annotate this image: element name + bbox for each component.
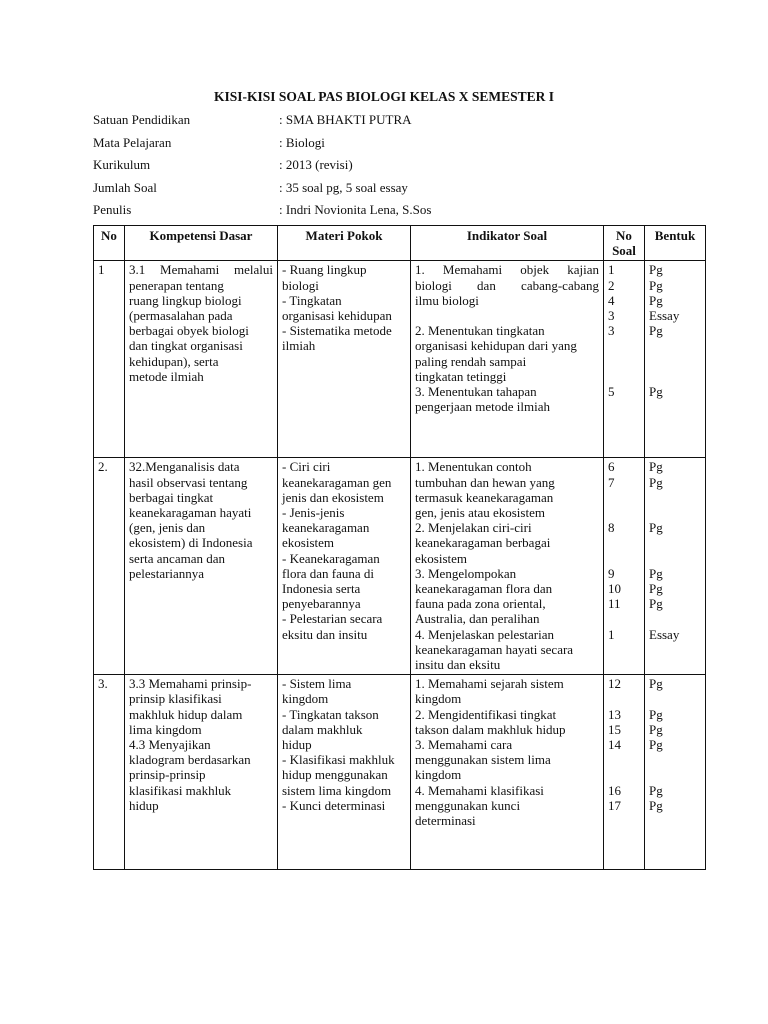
meta-value: : 35 soal pg, 5 soal essay bbox=[279, 179, 408, 195]
cell-kompetensi-dasar-line: ekosistem) di Indonesia bbox=[129, 535, 253, 551]
cell-bentuk-line: Pg bbox=[649, 596, 663, 612]
cell-indikator-soal-line: 4. Memahami klasifikasi bbox=[415, 782, 544, 798]
cell-bentuk-line: Pg bbox=[649, 565, 663, 581]
cell-indikator-soal-line: 3. Memahami cara bbox=[415, 737, 513, 753]
cell-materi-pokok-line: - Kunci determinasi bbox=[282, 797, 386, 813]
cell-kompetensi-dasar bbox=[125, 261, 278, 458]
cell-bentuk-line: Pg bbox=[649, 459, 663, 475]
cell-no-soal-line: 4 bbox=[608, 292, 615, 308]
cell-indikator-soal-line: kingdom bbox=[415, 691, 462, 707]
meta-value: : Indri Novionita Lena, S.Sos bbox=[279, 202, 432, 218]
meta-value: : Biologi bbox=[279, 134, 325, 150]
cell-kompetensi-dasar-line: keanekaragaman hayati bbox=[129, 505, 252, 521]
cell-bentuk-line: Pg bbox=[649, 520, 663, 536]
cell-indikator-soal-line: 1. Menentukan contoh bbox=[415, 459, 532, 475]
header-materi-pokok: Materi Pokok bbox=[278, 226, 411, 261]
cell-no-soal-line bbox=[608, 752, 640, 767]
cell-indikator-soal-line: 1. Memahami objek kajian bbox=[415, 262, 599, 278]
meta-value: : 2013 (revisi) bbox=[279, 157, 353, 173]
table-header-row bbox=[94, 226, 706, 261]
cell-bentuk-line: Essay bbox=[649, 308, 680, 324]
cell-kompetensi-dasar-line: serta ancaman dan bbox=[129, 550, 226, 566]
cell-indikator-soal bbox=[411, 261, 604, 458]
cell-bentuk-line bbox=[649, 535, 701, 550]
cell-indikator-soal bbox=[411, 675, 604, 870]
meta-label: Jumlah Soal bbox=[93, 179, 157, 195]
cell-kompetensi-dasar-line: berbagai tingkat bbox=[129, 489, 214, 505]
cell-materi-pokok-line: - Pelestarian secara bbox=[282, 611, 383, 627]
cell-materi-pokok-line: flora dan fauna di bbox=[282, 565, 375, 581]
header-kompetensi-dasar: Kompetensi Dasar bbox=[125, 226, 278, 261]
cell-materi-pokok-line: - Ciri ciri bbox=[282, 459, 331, 475]
cell-indikator-soal-line: fauna pada zona oriental, bbox=[415, 596, 546, 612]
cell-no-soal-line bbox=[608, 490, 640, 505]
cell-materi-pokok-line: keanekaragaman gen bbox=[282, 474, 392, 490]
cell-bentuk-line bbox=[649, 490, 701, 505]
cell-no-soal-line bbox=[608, 691, 640, 706]
cell-materi-pokok-line: - Jenis-jenis bbox=[282, 505, 345, 521]
cell-indikator-soal-line: organisasi kehidupan dari yang bbox=[415, 338, 577, 354]
cell-bentuk-line bbox=[649, 752, 701, 767]
cell-materi-pokok-line: - Ruang lingkup bbox=[282, 262, 367, 278]
cell-kompetensi-dasar-line: metode ilmiah bbox=[129, 368, 204, 384]
cell-bentuk-line bbox=[649, 369, 701, 384]
cell-indikator-soal-line: keanekaragaman flora dan bbox=[415, 581, 553, 597]
cell-kompetensi-dasar-line: (permasalahan pada bbox=[129, 308, 233, 324]
cell-kompetensi-dasar bbox=[125, 458, 278, 675]
kisi-kisi-table bbox=[93, 225, 706, 870]
cell-kompetensi-dasar-line: pelestariannya bbox=[129, 565, 205, 581]
cell-kompetensi-dasar-line: prinsip-prinsip bbox=[129, 767, 206, 783]
cell-indikator-soal-line: keanekaragaman berbagai bbox=[415, 535, 551, 551]
cell-bentuk-line: Pg bbox=[649, 706, 663, 722]
cell-no-soal-line: 14 bbox=[608, 737, 621, 753]
cell-materi-pokok bbox=[278, 458, 411, 675]
cell-kompetensi-dasar-line: prinsip klasifikasi bbox=[129, 691, 222, 707]
cell-indikator-soal-line: menggunakan kunci bbox=[415, 797, 521, 813]
cell-kompetensi-dasar-line: berbagai obyek biologi bbox=[129, 323, 249, 339]
cell-kompetensi-dasar-line: hasil observasi tentang bbox=[129, 474, 248, 490]
cell-kompetensi-dasar-line: 3.1 Memahami melalui bbox=[129, 262, 273, 278]
cell-bentuk-line: Pg bbox=[649, 797, 663, 813]
table-row bbox=[94, 261, 706, 458]
cell-bentuk-line: Pg bbox=[649, 737, 663, 753]
cell-indikator-soal-line: 3. Menentukan tahapan bbox=[415, 384, 537, 400]
cell-indikator-soal-line: keanekaragaman hayati secara bbox=[415, 641, 574, 657]
cell-indikator-soal-line: menggunakan sistem lima bbox=[415, 752, 551, 768]
cell-no-soal-line bbox=[608, 611, 640, 626]
cell-no-soal-line bbox=[608, 338, 640, 353]
header-no-soal-line-2: Soal bbox=[612, 243, 636, 259]
cell-materi-pokok-line: - Tingkatan takson bbox=[282, 706, 379, 722]
cell-bentuk-line: Essay bbox=[649, 626, 680, 642]
cell-bentuk-line: Pg bbox=[649, 277, 663, 293]
cell-kompetensi-dasar-line: dan tingkat organisasi bbox=[129, 338, 243, 354]
header-indikator-soal: Indikator Soal bbox=[411, 226, 604, 261]
meta-label: Penulis bbox=[93, 202, 132, 218]
table-row bbox=[94, 675, 706, 870]
cell-no-soal-line: 3 bbox=[608, 308, 615, 324]
cell-no: 3. bbox=[94, 675, 125, 870]
cell-no-soal-line bbox=[608, 551, 640, 566]
cell-no-soal-line: 3 bbox=[608, 323, 615, 339]
cell-materi-pokok-line: hidup menggunakan bbox=[282, 767, 388, 783]
meta-value: : SMA BHAKTI PUTRA bbox=[279, 112, 412, 127]
cell-kompetensi-dasar-line: 4.3 Menyajikan bbox=[129, 737, 211, 753]
cell-no-soal-line: 6 bbox=[608, 459, 615, 475]
cell-indikator-soal-line: Australia, dan peralihan bbox=[415, 611, 540, 627]
cell-materi-pokok-line: hidup bbox=[282, 737, 312, 753]
cell-kompetensi-dasar-line: kehidupan), serta bbox=[129, 353, 219, 369]
cell-bentuk-line: Pg bbox=[649, 580, 663, 596]
cell-materi-pokok-line: ekosistem bbox=[282, 535, 334, 551]
cell-materi-pokok-line: Indonesia serta bbox=[282, 581, 361, 597]
cell-bentuk-line bbox=[649, 551, 701, 566]
cell-no-soal-line: 5 bbox=[608, 383, 615, 399]
cell-materi-pokok-line: eksitu dan insitu bbox=[282, 626, 368, 642]
cell-indikator-soal-line: ilmu biologi bbox=[415, 292, 479, 308]
cell-materi-pokok-line: jenis dan ekosistem bbox=[282, 489, 384, 505]
cell-kompetensi-dasar-line: (gen, jenis dan bbox=[129, 520, 206, 536]
cell-kompetensi-dasar-line: lima kingdom bbox=[129, 721, 202, 737]
cell-bentuk-line: Pg bbox=[649, 676, 663, 692]
cell-bentuk-line: Pg bbox=[649, 474, 663, 490]
cell-indikator-soal-line: gen, jenis atau ekosistem bbox=[415, 505, 545, 521]
cell-no-soal-line: 12 bbox=[608, 676, 621, 692]
cell-materi-pokok bbox=[278, 261, 411, 458]
cell-indikator-soal-line: insitu dan eksitu bbox=[415, 657, 501, 673]
cell-no: 1 bbox=[94, 261, 125, 458]
cell-no-soal-line bbox=[608, 535, 640, 550]
cell-no-soal-line: 10 bbox=[608, 580, 621, 596]
header-no: No bbox=[94, 226, 125, 261]
cell-no-soal bbox=[604, 261, 645, 458]
cell-indikator-soal-line: biologi dan cabang-cabang bbox=[415, 277, 599, 293]
cell-bentuk-line bbox=[649, 611, 701, 626]
cell-indikator-soal-line: kingdom bbox=[415, 767, 462, 783]
cell-no-soal-line: 9 bbox=[608, 565, 615, 581]
meta-label: Kurikulum bbox=[93, 157, 151, 173]
cell-kompetensi-dasar bbox=[125, 675, 278, 870]
cell-bentuk-line: Pg bbox=[649, 323, 663, 339]
cell-kompetensi-dasar-line: ruang lingkup biologi bbox=[129, 292, 242, 308]
cell-kompetensi-dasar-line: 32.Menganalisis data bbox=[129, 459, 240, 475]
cell-indikator-soal-line: pengerjaan metode ilmiah bbox=[415, 399, 551, 415]
cell-indikator-soal-line: 1. Memahami sejarah sistem bbox=[415, 676, 564, 692]
cell-materi-pokok-line: ilmiah bbox=[282, 338, 316, 354]
header-no-soal-line-1: No bbox=[616, 228, 632, 243]
cell-no-soal-line: 15 bbox=[608, 721, 621, 737]
cell-indikator-soal-line: takson dalam makhluk hidup bbox=[415, 721, 566, 737]
cell-indikator-soal-line: ekosistem bbox=[415, 550, 467, 566]
cell-no-soal-line bbox=[608, 354, 640, 369]
cell-indikator-soal-line: tumbuhan dan hewan yang bbox=[415, 474, 555, 490]
cell-kompetensi-dasar-line: penerapan tentang bbox=[129, 277, 224, 293]
table-row bbox=[94, 458, 706, 675]
cell-no-soal-line bbox=[608, 767, 640, 782]
cell-bentuk-line bbox=[649, 354, 701, 369]
cell-materi-pokok-line: - Tingkatan bbox=[282, 292, 342, 308]
header-bentuk: Bentuk bbox=[645, 226, 706, 261]
cell-bentuk bbox=[645, 261, 706, 458]
cell-no-soal-line: 1 bbox=[608, 626, 615, 642]
cell-materi-pokok-line: dalam makhluk bbox=[282, 721, 363, 737]
cell-no-soal-line: 1 bbox=[608, 262, 615, 278]
cell-no-soal-line: 2 bbox=[608, 277, 615, 293]
cell-indikator-soal-line: 2. Menentukan tingkatan bbox=[415, 323, 545, 339]
meta-label: Mata Pelajaran bbox=[93, 134, 172, 150]
cell-kompetensi-dasar-line: klasifikasi makhluk bbox=[129, 782, 232, 798]
cell-bentuk-line: Pg bbox=[649, 383, 663, 399]
cell-no-soal bbox=[604, 675, 645, 870]
cell-no-soal-line: 13 bbox=[608, 706, 621, 722]
cell-kompetensi-dasar-line: makhluk hidup dalam bbox=[129, 706, 243, 722]
cell-indikator-soal-line bbox=[415, 308, 599, 323]
table-body bbox=[94, 261, 706, 870]
cell-bentuk-line: Pg bbox=[649, 782, 663, 798]
cell-materi-pokok-line: sistem lima kingdom bbox=[282, 782, 392, 798]
cell-materi-pokok-line: organisasi kehidupan bbox=[282, 308, 392, 324]
cell-bentuk bbox=[645, 458, 706, 675]
cell-indikator-soal-line: termasuk keanekaragaman bbox=[415, 489, 554, 505]
cell-no-soal-line bbox=[608, 369, 640, 384]
cell-indikator-soal-line: 2. Mengidentifikasi tingkat bbox=[415, 706, 557, 722]
cell-no-soal-line: 17 bbox=[608, 797, 621, 813]
cell-materi-pokok-line: penyebarannya bbox=[282, 596, 361, 612]
cell-materi-pokok-line: kingdom bbox=[282, 691, 329, 707]
cell-no-soal-line bbox=[608, 505, 640, 520]
cell-materi-pokok-line: - Sistematika metode bbox=[282, 323, 392, 339]
cell-materi-pokok-line: keanekaragaman bbox=[282, 520, 370, 536]
cell-materi-pokok-line: - Sistem lima bbox=[282, 676, 352, 692]
cell-materi-pokok-line: - Keanekaragaman bbox=[282, 550, 380, 566]
cell-indikator-soal-line: 3. Mengelompokan bbox=[415, 565, 517, 581]
cell-materi-pokok-line: biologi bbox=[282, 277, 319, 293]
cell-indikator-soal-line: 4. Menjelaskan pelestarian bbox=[415, 626, 554, 642]
header-no-soal bbox=[604, 226, 645, 261]
cell-no: 2. bbox=[94, 458, 125, 675]
cell-bentuk-line: Pg bbox=[649, 721, 663, 737]
cell-indikator-soal-line: paling rendah sampai bbox=[415, 353, 527, 369]
cell-indikator-soal-line: 2. Menjelakan ciri-ciri bbox=[415, 520, 532, 536]
cell-bentuk-line bbox=[649, 338, 701, 353]
cell-indikator-soal bbox=[411, 458, 604, 675]
cell-bentuk-line bbox=[649, 767, 701, 782]
cell-bentuk bbox=[645, 675, 706, 870]
cell-materi-pokok-line: - Klasifikasi makhluk bbox=[282, 752, 395, 768]
cell-kompetensi-dasar-line: hidup bbox=[129, 797, 159, 813]
cell-no-soal-line: 7 bbox=[608, 474, 615, 490]
cell-no-soal-line: 8 bbox=[608, 520, 615, 536]
document-title: KISI-KISI SOAL PAS BIOLOGI KELAS X SEMESTER I bbox=[214, 89, 554, 104]
cell-no-soal-line: 16 bbox=[608, 782, 621, 798]
meta-label: Satuan Pendidikan bbox=[93, 112, 191, 127]
cell-kompetensi-dasar-line: 3.3 Memahami prinsip- bbox=[129, 676, 252, 692]
cell-no-soal bbox=[604, 458, 645, 675]
cell-kompetensi-dasar-line: kladogram berdasarkan bbox=[129, 752, 251, 768]
cell-bentuk-line: Pg bbox=[649, 292, 663, 308]
cell-bentuk-line bbox=[649, 505, 701, 520]
cell-materi-pokok bbox=[278, 675, 411, 870]
cell-no-soal-line: 11 bbox=[608, 596, 621, 612]
cell-indikator-soal-line: tingkatan tetinggi bbox=[415, 368, 507, 384]
cell-indikator-soal-line: determinasi bbox=[415, 813, 476, 829]
cell-bentuk-line bbox=[649, 691, 701, 706]
cell-bentuk-line: Pg bbox=[649, 262, 663, 278]
